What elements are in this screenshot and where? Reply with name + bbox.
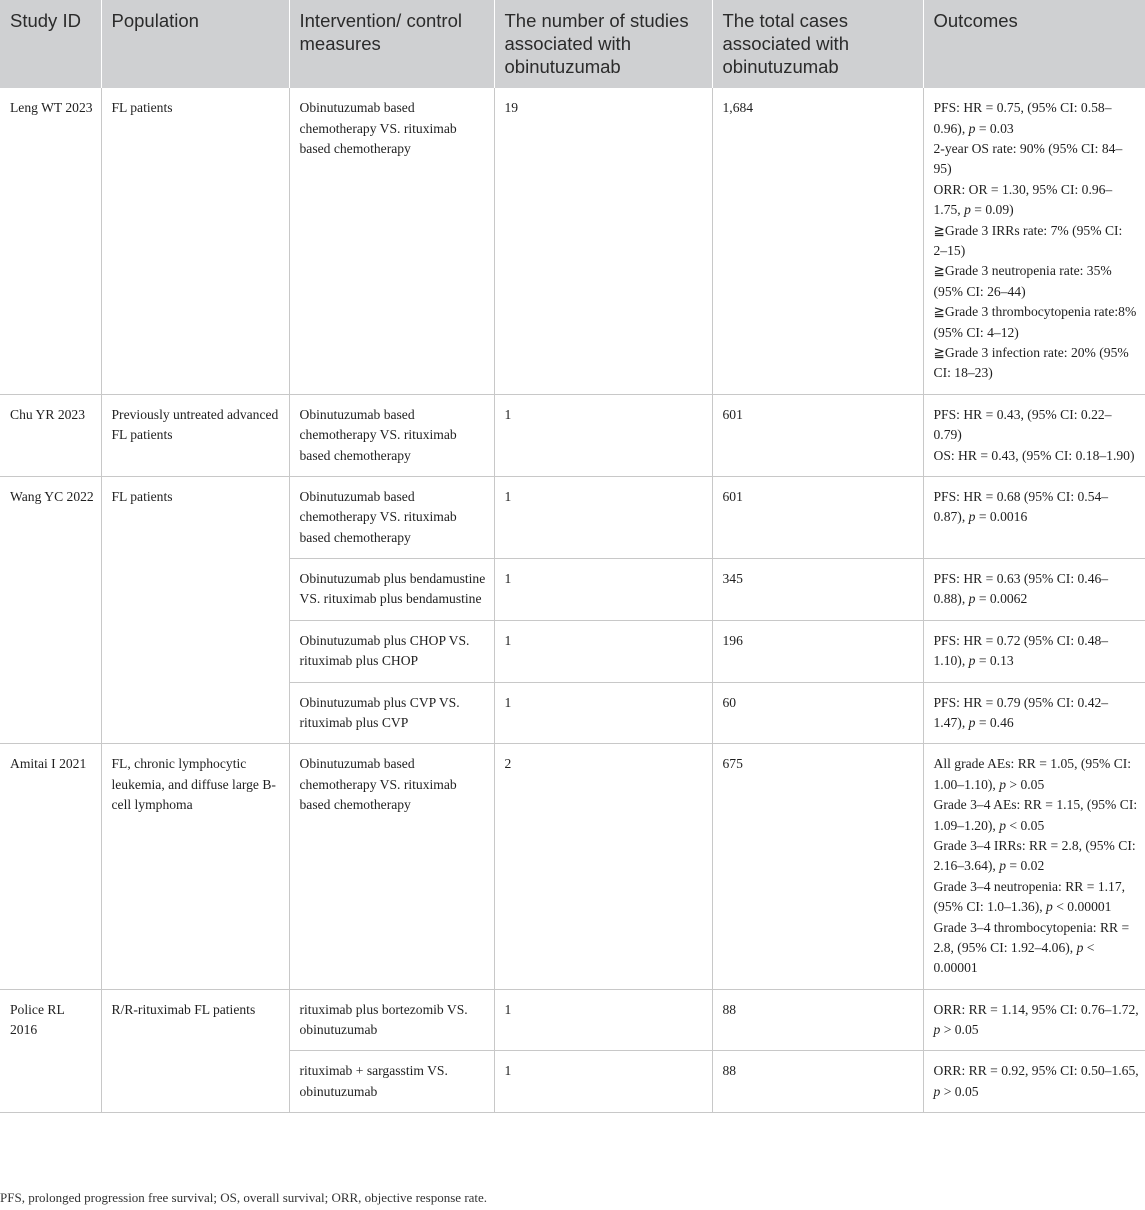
outcome-line: ≧Grade 3 infection rate: 20% (95% CI: 18–23) <box>933 344 1129 381</box>
table-row <box>0 476 1145 558</box>
table-footnote: PFS, prolonged progression free survival; OS, overall survival; ORR, objective response rate. <box>0 1190 488 1205</box>
cell-population: FL patients <box>101 88 289 394</box>
cell-population: FL, chronic lymphocytic leukemia, and diffuse large B-cell lymphoma <box>101 744 289 989</box>
table-row <box>0 394 1145 476</box>
cell-outcomes <box>923 394 1145 476</box>
cell-study-id: Police RL 2016 <box>0 989 101 1113</box>
cell-total-cases: 345 <box>712 559 923 621</box>
cell-number-of-studies: 1 <box>494 620 712 682</box>
cell-total-cases: 601 <box>712 476 923 558</box>
cell-outcomes <box>923 559 1145 621</box>
cell-outcomes <box>923 620 1145 682</box>
cell-number-of-studies: 1 <box>494 476 712 558</box>
cell-intervention: rituximab plus bortezomib VS. obinutuzumab <box>289 989 494 1051</box>
outcome-line: ORR: RR = 1.14, 95% CI: 0.76–1.72, p > 0.05 <box>933 1001 1139 1038</box>
outcome-line: Grade 3–4 AEs: RR = 1.15, (95% CI: 1.09–1.20), p < 0.05 <box>933 797 1138 833</box>
outcome-line: ORR: RR = 0.92, 95% CI: 0.50–1.65, p > 0.05 <box>933 1063 1139 1099</box>
outcome-line: Grade 3–4 neutropenia: RR = 1.17, (95% CI: 1.0–1.36), p < 0.00001 <box>933 878 1126 915</box>
cell-intervention: Obinutuzumab plus bendamustine VS. rituximab plus bendamustine <box>289 559 494 621</box>
outcome-line: PFS: HR = 0.79 (95% CI: 0.42–1.47), p = 0.46 <box>933 694 1109 731</box>
cell-study-id: Leng WT 2023 <box>0 88 101 394</box>
cell-number-of-studies: 1 <box>494 682 712 744</box>
outcome-line: PFS: HR = 0.43, (95% CI: 0.22–0.79) <box>933 406 1112 443</box>
cell-study-id: Wang YC 2022 <box>0 476 101 744</box>
table-row <box>0 88 1145 394</box>
header-total-cases: The total cases associated with obinutuzumab <box>712 0 923 88</box>
outcome-line: ≧Grade 3 neutropenia rate: 35% (95% CI: 26–44) <box>933 263 1112 299</box>
header-outcomes: Outcomes <box>923 0 1145 88</box>
cell-total-cases: 1,684 <box>712 88 923 394</box>
header-row <box>0 0 1145 88</box>
header-study-id: Study ID <box>0 0 101 88</box>
outcome-line: OS: HR = 0.43, (95% CI: 0.18–1.90) <box>933 447 1135 463</box>
cell-total-cases: 601 <box>712 394 923 476</box>
cell-outcomes <box>923 682 1145 744</box>
cell-number-of-studies: 2 <box>494 744 712 989</box>
cell-number-of-studies: 19 <box>494 88 712 394</box>
cell-outcomes <box>923 476 1145 558</box>
cell-intervention: Obinutuzumab plus CVP VS. rituximab plus CVP <box>289 682 494 744</box>
cell-outcomes <box>923 989 1145 1051</box>
cell-outcomes <box>923 1051 1145 1113</box>
cell-population: FL patients <box>101 476 289 744</box>
outcome-line: PFS: HR = 0.68 (95% CI: 0.54–0.87), p = 0.0016 <box>933 488 1109 525</box>
header-intervention: Intervention/ control measures <box>289 0 494 88</box>
cell-number-of-studies: 1 <box>494 1051 712 1113</box>
cell-total-cases: 60 <box>712 682 923 744</box>
outcome-line: PFS: HR = 0.72 (95% CI: 0.48–1.10), p = 0.13 <box>933 632 1109 669</box>
cell-population: Previously untreated advanced FL patients <box>101 394 289 476</box>
cell-number-of-studies: 1 <box>494 989 712 1051</box>
outcome-line: All grade AEs: RR = 1.05, (95% CI: 1.00–1.10), p > 0.05 <box>933 756 1132 792</box>
cell-intervention: Obinutuzumab based chemotherapy VS. rituximab based chemotherapy <box>289 744 494 989</box>
outcome-line: Grade 3–4 thrombocytopenia: RR = 2.8, (95% CI: 1.92–4.06), p < 0.00001 <box>933 919 1130 976</box>
outcome-line: ORR: OR = 1.30, 95% CI: 0.96–1.75, p = 0.09) <box>933 181 1113 218</box>
outcome-line: ≧Grade 3 IRRs rate: 7% (95% CI: 2–15) <box>933 222 1123 258</box>
cell-total-cases: 88 <box>712 1051 923 1113</box>
outcome-line: PFS: HR = 0.63 (95% CI: 0.46–0.88), p = 0.0062 <box>933 571 1109 607</box>
cell-study-id: Amitai I 2021 <box>0 744 101 989</box>
cell-number-of-studies: 1 <box>494 559 712 621</box>
cell-total-cases: 675 <box>712 744 923 989</box>
cell-outcomes <box>923 88 1145 394</box>
cell-intervention: Obinutuzumab based chemotherapy VS. rituximab based chemotherapy <box>289 394 494 476</box>
outcome-line: ≧Grade 3 thrombocytopenia rate:8% (95% CI: 4–12) <box>933 304 1137 340</box>
header-number-of-studies: The number of studies associated with obinutuzumab <box>494 0 712 88</box>
cell-total-cases: 196 <box>712 620 923 682</box>
outcome-line: Grade 3–4 IRRs: RR = 2.8, (95% CI: 2.16–3.64), p = 0.02 <box>933 837 1136 874</box>
cell-population: R/R-rituximab FL patients <box>101 989 289 1113</box>
cell-intervention: Obinutuzumab based chemotherapy VS. rituximab based chemotherapy <box>289 88 494 394</box>
cell-intervention: Obinutuzumab based chemotherapy VS. rituximab based chemotherapy <box>289 476 494 558</box>
header-population: Population <box>101 0 289 88</box>
cell-total-cases: 88 <box>712 989 923 1051</box>
outcome-line: PFS: HR = 0.75, (95% CI: 0.58–0.96), p = 0.03 <box>933 100 1112 136</box>
table-row <box>0 989 1145 1051</box>
cell-number-of-studies: 1 <box>494 394 712 476</box>
table-body <box>0 88 1145 1113</box>
cell-study-id: Chu YR 2023 <box>0 394 101 476</box>
cell-outcomes <box>923 744 1145 989</box>
cell-intervention: Obinutuzumab plus CHOP VS. rituximab plus CHOP <box>289 620 494 682</box>
table-row <box>0 744 1145 989</box>
outcome-line: 2-year OS rate: 90% (95% CI: 84–95) <box>933 141 1123 177</box>
cell-intervention: rituximab + sargasstim VS. obinutuzumab <box>289 1051 494 1113</box>
